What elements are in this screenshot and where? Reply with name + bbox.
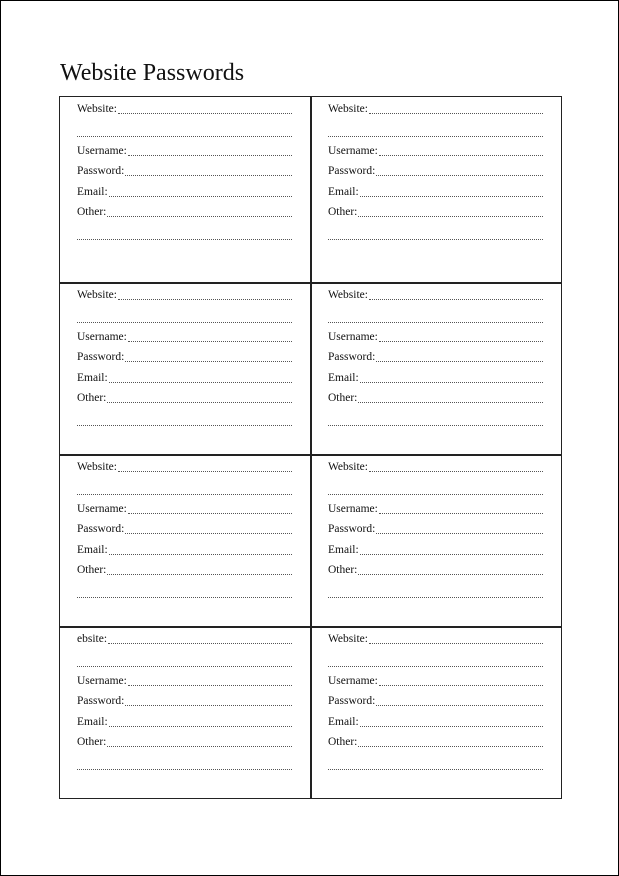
password-card: [59, 96, 310, 282]
dotted-line: [128, 155, 292, 156]
dotted-line: [369, 643, 543, 644]
email-field[interactable]: [77, 713, 292, 729]
dotted-line: [118, 471, 292, 472]
blank-dotted-line[interactable]: [77, 769, 292, 770]
username-label: Username:: [77, 331, 127, 343]
email-field[interactable]: [328, 183, 543, 199]
password-label: Password:: [77, 695, 125, 707]
username-label: Username:: [77, 145, 127, 157]
email-label: Email:: [328, 544, 359, 556]
password-label: Password:: [77, 523, 125, 535]
username-label: Username:: [328, 145, 378, 157]
website-label: Website:: [328, 103, 368, 115]
blank-dotted-line[interactable]: [328, 769, 543, 770]
email-label: Email:: [328, 186, 359, 198]
other-field[interactable]: [77, 203, 292, 219]
other-field[interactable]: [77, 389, 292, 405]
username-label: Username:: [328, 503, 378, 515]
dotted-line: [360, 726, 543, 727]
dotted-line: [376, 533, 543, 534]
dotted-line: [376, 361, 543, 362]
password-field[interactable]: [77, 692, 292, 708]
dotted-line: [108, 643, 292, 644]
email-field[interactable]: [77, 183, 292, 199]
dotted-line: [125, 533, 292, 534]
password-field[interactable]: [328, 520, 543, 536]
website-label: ebsite:: [77, 633, 108, 645]
email-field[interactable]: [328, 713, 543, 729]
email-label: Email:: [77, 186, 108, 198]
email-field[interactable]: [328, 369, 543, 385]
username-label: Username:: [77, 675, 127, 687]
other-label: Other:: [77, 564, 107, 576]
password-card: [59, 626, 310, 798]
password-label: Password:: [328, 523, 376, 535]
blank-dotted-line[interactable]: [77, 239, 292, 240]
dotted-line: [107, 216, 292, 217]
other-field[interactable]: [328, 561, 543, 577]
website-field[interactable]: [328, 458, 543, 474]
dotted-line: [109, 554, 292, 555]
other-label: Other:: [328, 564, 358, 576]
dotted-line: [376, 175, 543, 176]
dotted-line: [109, 726, 292, 727]
blank-dotted-line[interactable]: [328, 597, 543, 598]
page-title: Website Passwords: [60, 60, 245, 86]
password-label: Password:: [77, 351, 125, 363]
blank-dotted-line[interactable]: [328, 494, 543, 495]
website-label: Website:: [328, 633, 368, 645]
dotted-line: [358, 746, 543, 747]
password-label: Password:: [77, 165, 125, 177]
dotted-line: [369, 299, 543, 300]
blank-dotted-line[interactable]: [77, 666, 292, 667]
other-label: Other:: [77, 736, 107, 748]
dotted-line: [128, 685, 292, 686]
password-field[interactable]: [328, 692, 543, 708]
password-field[interactable]: [328, 348, 543, 364]
dotted-line: [360, 554, 543, 555]
dotted-line: [358, 402, 543, 403]
dotted-line: [128, 513, 292, 514]
blank-dotted-line[interactable]: [77, 322, 292, 323]
website-label: Website:: [328, 461, 368, 473]
username-field[interactable]: [328, 500, 543, 516]
website-field[interactable]: [328, 100, 543, 116]
password-field[interactable]: [328, 162, 543, 178]
dotted-line: [109, 382, 292, 383]
website-field[interactable]: [77, 286, 292, 302]
dotted-line: [379, 341, 543, 342]
password-card: [310, 96, 561, 282]
blank-dotted-line[interactable]: [77, 136, 292, 137]
blank-dotted-line[interactable]: [328, 136, 543, 137]
password-card: [59, 454, 310, 626]
dotted-line: [118, 299, 292, 300]
blank-dotted-line[interactable]: [328, 239, 543, 240]
dotted-line: [379, 155, 543, 156]
dotted-line: [107, 746, 292, 747]
website-field[interactable]: [77, 458, 292, 474]
other-field[interactable]: [328, 733, 543, 749]
dotted-line: [118, 113, 292, 114]
dotted-line: [125, 361, 292, 362]
email-label: Email:: [77, 716, 108, 728]
password-label: Password:: [328, 351, 376, 363]
username-field[interactable]: [77, 672, 292, 688]
username-label: Username:: [328, 675, 378, 687]
website-label: Website:: [77, 461, 117, 473]
blank-dotted-line[interactable]: [77, 494, 292, 495]
username-field[interactable]: [77, 328, 292, 344]
dotted-line: [358, 216, 543, 217]
username-field[interactable]: [77, 500, 292, 516]
email-label: Email:: [328, 716, 359, 728]
blank-dotted-line[interactable]: [328, 666, 543, 667]
password-card: [310, 626, 561, 798]
dotted-line: [376, 705, 543, 706]
dotted-line: [369, 113, 543, 114]
blank-dotted-line[interactable]: [328, 425, 543, 426]
dotted-line: [125, 175, 292, 176]
blank-dotted-line[interactable]: [77, 425, 292, 426]
email-label: Email:: [328, 372, 359, 384]
blank-dotted-line[interactable]: [328, 322, 543, 323]
other-label: Other:: [328, 392, 358, 404]
website-field[interactable]: [328, 630, 543, 646]
password-label: Password:: [328, 695, 376, 707]
other-label: Other:: [328, 736, 358, 748]
password-field[interactable]: [77, 520, 292, 536]
website-field[interactable]: [77, 100, 292, 116]
website-label: Website:: [77, 103, 117, 115]
other-label: Other:: [328, 206, 358, 218]
other-field[interactable]: [328, 203, 543, 219]
dotted-line: [360, 196, 543, 197]
other-label: Other:: [77, 392, 107, 404]
other-field[interactable]: [77, 561, 292, 577]
password-label: Password:: [328, 165, 376, 177]
other-field[interactable]: [77, 733, 292, 749]
dotted-line: [107, 574, 292, 575]
dotted-line: [125, 705, 292, 706]
website-field[interactable]: [328, 286, 543, 302]
dotted-line: [379, 685, 543, 686]
username-field[interactable]: [328, 672, 543, 688]
password-field[interactable]: [77, 162, 292, 178]
username-field[interactable]: [328, 142, 543, 158]
password-field[interactable]: [77, 348, 292, 364]
password-card: [310, 454, 561, 626]
password-card: [59, 282, 310, 454]
website-field[interactable]: [77, 630, 292, 646]
website-label: Website:: [328, 289, 368, 301]
dotted-line: [358, 574, 543, 575]
email-label: Email:: [77, 372, 108, 384]
username-label: Username:: [328, 331, 378, 343]
email-field[interactable]: [328, 541, 543, 557]
website-label: Website:: [77, 289, 117, 301]
email-field[interactable]: [77, 541, 292, 557]
username-field[interactable]: [77, 142, 292, 158]
email-label: Email:: [77, 544, 108, 556]
dotted-line: [360, 382, 543, 383]
dotted-line: [369, 471, 543, 472]
username-field[interactable]: [328, 328, 543, 344]
password-card: [310, 282, 561, 454]
other-field[interactable]: [328, 389, 543, 405]
dotted-line: [379, 513, 543, 514]
email-field[interactable]: [77, 369, 292, 385]
blank-dotted-line[interactable]: [77, 597, 292, 598]
dotted-line: [109, 196, 292, 197]
other-label: Other:: [77, 206, 107, 218]
dotted-line: [128, 341, 292, 342]
dotted-line: [107, 402, 292, 403]
username-label: Username:: [77, 503, 127, 515]
